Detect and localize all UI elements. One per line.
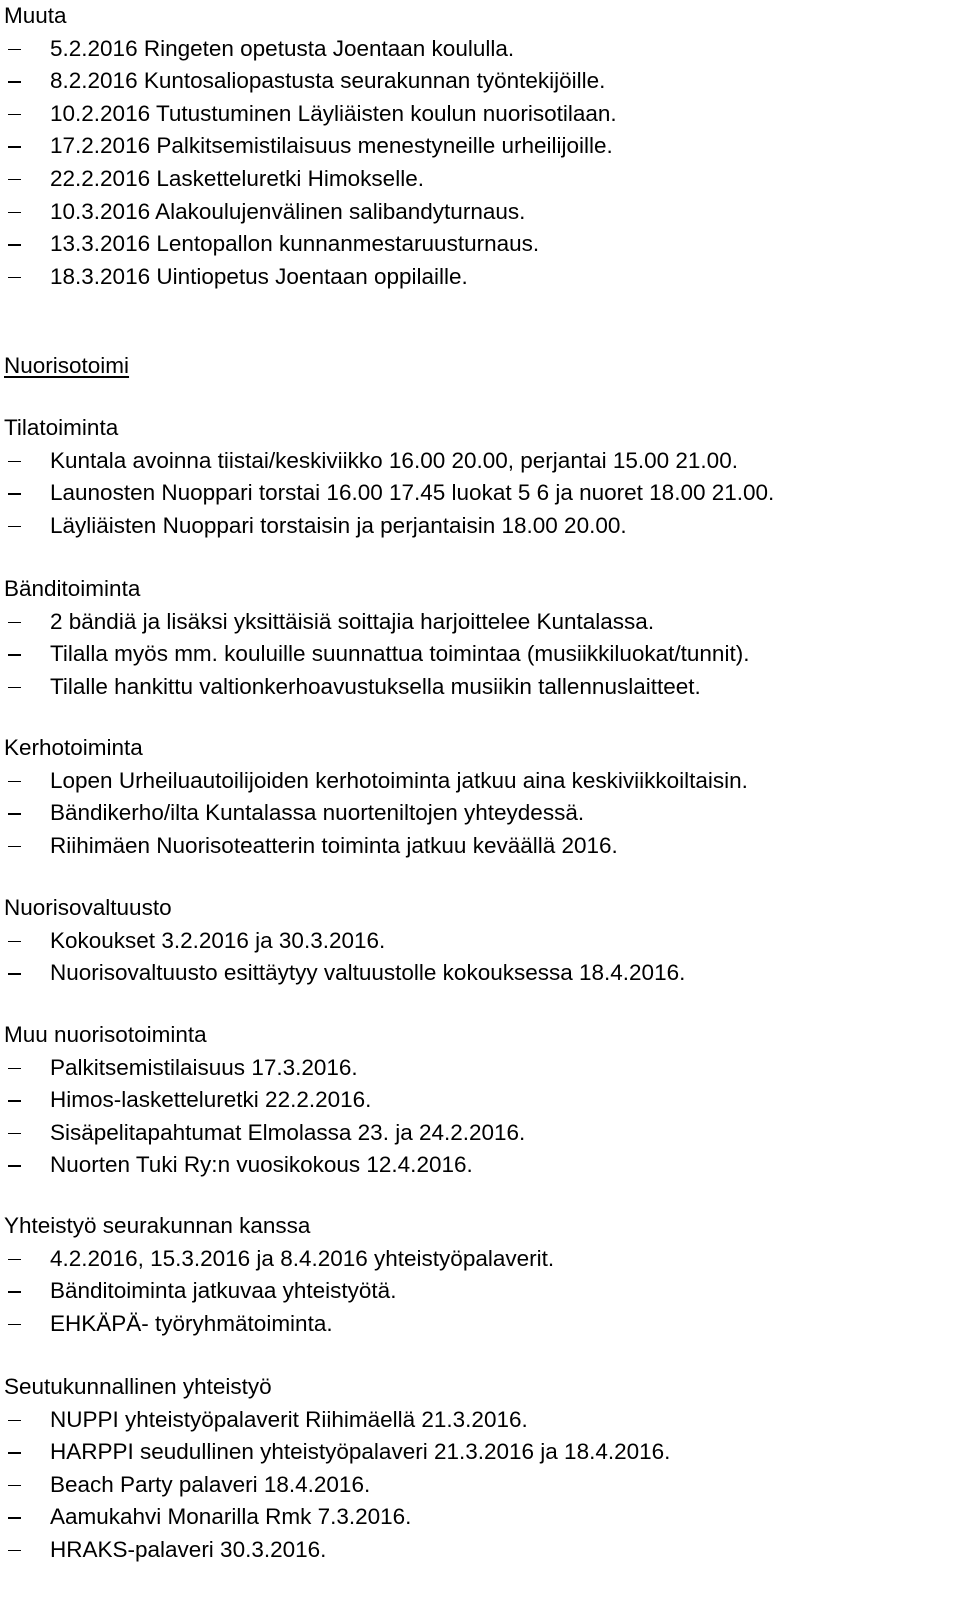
list-item [4,1436,954,1469]
section-7 [4,1210,954,1340]
list-item-text: 22.2.2016 Lasketteluretki Himokselle. [50,165,424,191]
dash-bullet-icon [4,228,50,261]
section-heading: Muu nuorisotoiminta [4,1022,207,1047]
list-item [4,1052,954,1085]
bullet-list [4,765,954,863]
section-heading: Tilatoiminta [4,415,119,440]
list-item [4,1084,954,1117]
dash-bullet-icon [4,130,50,163]
dash-bullet-icon [4,797,50,830]
list-item-text: 10.3.2016 Alakoulujenvälinen salibandyturnaus. [50,198,526,224]
dash-bullet-icon [4,925,50,958]
section-heading: Muuta [4,3,67,28]
list-item [4,1149,954,1182]
list-item [4,830,954,863]
section-1 [4,350,954,383]
list-item [4,228,954,261]
list-item-text: Bändikerho/ilta Kuntalassa nuorteniltojen yhteydessä. [50,800,585,826]
dash-bullet-icon [4,830,50,863]
list-item-text: Launosten Nuoppari torstai 16.00 17.45 luokat 5 6 ja nuoret 18.00 21.00. [50,480,775,506]
section-2 [4,412,954,542]
section-6 [4,1019,954,1182]
list-item [4,1117,954,1150]
section-3 [4,573,954,703]
list-item [4,1469,954,1502]
list-item [4,163,954,196]
list-item-text: Nuorten Tuki Ry:n vuosikokous 12.4.2016. [50,1152,473,1178]
list-item [4,130,954,163]
dash-bullet-icon [4,1084,50,1117]
bullet-list [4,33,954,294]
list-item [4,1308,954,1341]
list-item [4,1501,954,1534]
list-item-text: Aamukahvi Monarilla Rmk 7.3.2016. [50,1504,412,1530]
bullet-list [4,1243,954,1341]
list-item-text: 4.2.2016, 15.3.2016 ja 8.4.2016 yhteistyöpalaverit. [50,1245,555,1271]
list-item-text: Lopen Urheiluautoilijoiden kerhotoiminta jatkuu aina keskiviikkoiltaisin. [50,767,748,793]
dash-bullet-icon [4,98,50,131]
list-item [4,65,954,98]
list-item [4,797,954,830]
dash-bullet-icon [4,671,50,704]
section-heading: Kerhotoiminta [4,735,143,760]
dash-bullet-icon [4,1117,50,1150]
list-item [4,33,954,66]
list-item-text: 18.3.2016 Uintiopetus Joentaan oppilaille. [50,263,468,289]
list-item [4,671,954,704]
section-heading: Seutukunnallinen yhteistyö [4,1374,272,1399]
list-item-text: Beach Party palaveri 18.4.2016. [50,1471,371,1497]
dash-bullet-icon [4,1052,50,1085]
list-item-text: Läyliäisten Nuoppari torstaisin ja perjantaisin 18.00 20.00. [50,512,627,538]
dash-bullet-icon [4,33,50,66]
list-item [4,1243,954,1276]
list-item [4,445,954,478]
dash-bullet-icon [4,261,50,294]
dash-bullet-icon [4,1275,50,1308]
dash-bullet-icon [4,606,50,639]
list-item [4,606,954,639]
bullet-list [4,1404,954,1567]
list-item [4,261,954,294]
section-4 [4,732,954,862]
section-8 [4,1371,954,1567]
dash-bullet-icon [4,765,50,798]
list-item [4,957,954,990]
list-item-text: Tilalle hankittu valtionkerhoavustuksella musiikin tallennuslaitteet. [50,673,701,699]
bullet-list [4,606,954,704]
bullet-list [4,445,954,543]
list-item [4,925,954,958]
bullet-list [4,925,954,990]
list-item-text: NUPPI yhteistyöpalaverit Riihimäellä 21.3.2016. [50,1406,528,1432]
list-item-text: HRAKS-palaveri 30.3.2016. [50,1536,327,1562]
list-item-text: 17.2.2016 Palkitsemistilaisuus menestyneille urheilijoille. [50,133,613,159]
dash-bullet-icon [4,957,50,990]
list-item-text: Kokoukset 3.2.2016 ja 30.3.2016. [50,927,386,953]
list-item-text: 8.2.2016 Kuntosaliopastusta seurakunnan työntekijöille. [50,68,606,94]
list-item [4,638,954,671]
dash-bullet-icon [4,1404,50,1437]
dash-bullet-icon [4,1308,50,1341]
list-item-text: Riihimäen Nuorisoteatterin toiminta jatkuu keväällä 2016. [50,832,618,858]
dash-bullet-icon [4,1469,50,1502]
list-item-text: Nuorisovaltuusto esittäytyy valtuustolle kokouksessa 18.4.2016. [50,960,686,986]
bullet-list [4,1052,954,1182]
section-heading: Nuorisotoimi [4,353,130,378]
dash-bullet-icon [4,65,50,98]
dash-bullet-icon [4,1501,50,1534]
dash-bullet-icon [4,445,50,478]
list-item-text: 13.3.2016 Lentopallon kunnanmestaruusturnaus. [50,231,540,257]
list-item [4,510,954,543]
list-item [4,98,954,131]
list-item-text: EHKÄPÄ- työryhmätoiminta. [50,1310,333,1336]
dash-bullet-icon [4,1149,50,1182]
list-item [4,765,954,798]
dash-bullet-icon [4,196,50,229]
list-item-text: HARPPI seudullinen yhteistyöpalaveri 21.3.2016 ja 18.4.2016. [50,1439,671,1465]
list-item-text: Sisäpelitapahtumat Elmolassa 23. ja 24.2.2016. [50,1119,526,1145]
list-item-text: Bänditoiminta jatkuvaa yhteistyötä. [50,1278,397,1304]
section-heading: Bänditoiminta [4,576,141,601]
list-item [4,477,954,510]
dash-bullet-icon [4,477,50,510]
list-item-text: 2 bändiä ja lisäksi yksittäisiä soittajia harjoittelee Kuntalassa. [50,608,655,634]
list-item [4,196,954,229]
dash-bullet-icon [4,510,50,543]
dash-bullet-icon [4,1243,50,1276]
section-heading: Yhteistyö seurakunnan kanssa [4,1213,311,1238]
list-item [4,1534,954,1567]
section-heading: Nuorisovaltuusto [4,895,172,920]
list-item-text: 10.2.2016 Tutustuminen Läyliäisten koulun nuorisotilaan. [50,100,617,126]
dash-bullet-icon [4,1534,50,1567]
section-5 [4,892,954,990]
list-item-text: Himos-lasketteluretki 22.2.2016. [50,1087,372,1113]
section-0 [4,0,954,293]
list-item-text: Tilalla myös mm. kouluille suunnattua toimintaa (musiikkiluokat/tunnit). [50,641,750,667]
list-item [4,1275,954,1308]
list-item-text: Palkitsemistilaisuus 17.3.2016. [50,1054,358,1080]
list-item-text: Kuntala avoinna tiistai/keskiviikko 16.00 20.00, perjantai 15.00 21.00. [50,447,738,473]
list-item-text: 5.2.2016 Ringeten opetusta Joentaan koululla. [50,35,515,61]
dash-bullet-icon [4,163,50,196]
list-item [4,1404,954,1437]
dash-bullet-icon [4,1436,50,1469]
dash-bullet-icon [4,638,50,671]
